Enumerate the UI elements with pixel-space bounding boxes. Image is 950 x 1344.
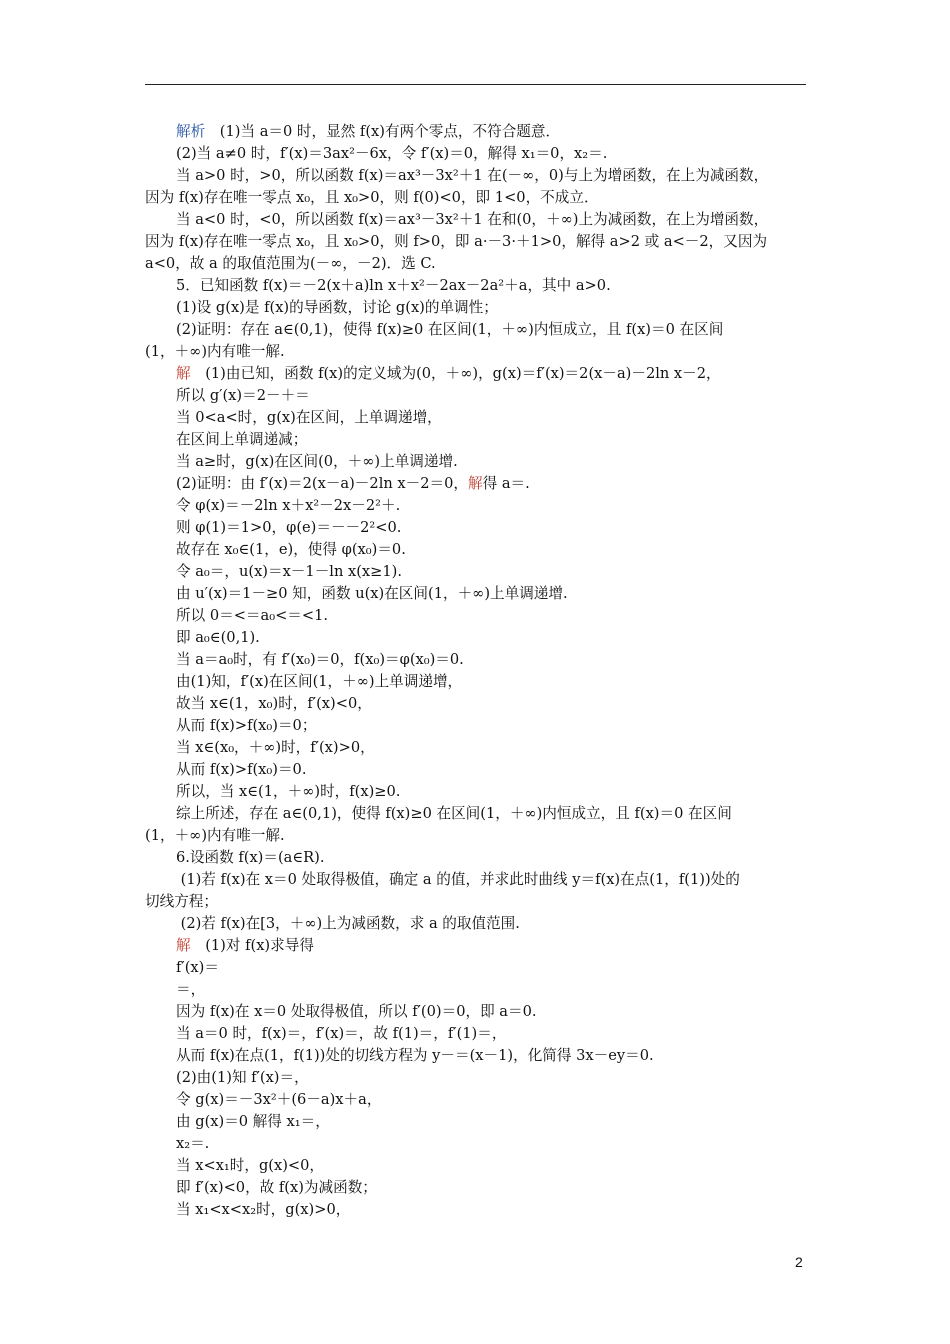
line-text: (2)证明：由 f′(x)＝2(x－a)－2ln x－2＝0， [176, 475, 468, 492]
line-text: (1)设 g(x)是 f(x)的导函数，讨论 g(x)的单调性； [176, 299, 498, 316]
text-line [145, 539, 809, 561]
text-line [145, 605, 809, 627]
text-line [145, 847, 809, 869]
text-line [145, 407, 809, 429]
line-text: 当 a>0 时，>0，所以函数 f(x)＝ax³－3x²＋1 在(－∞，0)与上为增函数，在上为减函数， [176, 167, 769, 184]
line-text: 所以，当 x∈(1，＋∞)时，f(x)≥0. [176, 783, 401, 800]
line-text: 即 a₀∈(0,1). [176, 629, 260, 646]
text-line [145, 737, 809, 759]
text-line [145, 187, 809, 209]
line-text: 故存在 x₀∈(1，e)，使得 φ(x₀)＝0. [176, 541, 406, 558]
line-text: 由(1)知，f′(x)在区间(1，＋∞)上单调递增， [176, 673, 463, 690]
text-line [145, 627, 809, 649]
text-line [145, 1089, 809, 1111]
text-line [145, 561, 809, 583]
line-text: 6.设函数 f(x)＝(a∈R). [176, 849, 325, 866]
header-rule [145, 84, 806, 85]
line-text: 令 φ(x)＝－2ln x＋x²－2x－2²＋. [176, 497, 401, 514]
line-text: 当 a＝a₀时，有 f′(x₀)＝0，f(x₀)＝φ(x₀)＝0. [176, 651, 464, 668]
line-text: 在区间上单调递减； [176, 431, 308, 448]
text-line [145, 1177, 809, 1199]
section-label: 解 [176, 365, 191, 382]
text-line [145, 979, 809, 1001]
line-text: x₂＝. [176, 1135, 210, 1152]
line-text: 当 x∈(x₀，＋∞)时，f′(x)>0， [176, 739, 375, 756]
text-line [145, 1155, 809, 1177]
line-text: 令 g(x)＝－3x²＋(6－a)x＋a， [176, 1091, 382, 1108]
line-text-tail: 得 a＝. [482, 475, 530, 492]
text-line [145, 803, 809, 825]
line-text: (2)证明：存在 a∈(0,1)，使得 f(x)≥0 在区间(1，＋∞)内恒成立，且 f(x)＝0 在区间 [176, 321, 724, 338]
section-label: 解析 [176, 123, 206, 140]
line-text: 所以 g′(x)＝2－＋＝ [176, 387, 310, 404]
line-text: (1，＋∞)内有唯一解. [145, 343, 285, 360]
line-text: 所以 0＝<＝a₀<＝<1. [176, 607, 329, 624]
line-text: (1，＋∞)内有唯一解. [145, 827, 285, 844]
text-line [145, 121, 809, 143]
text-line [145, 451, 809, 473]
text-line [145, 495, 809, 517]
line-text: a<0，故 a 的取值范围为(－∞，－2)．选 C. [145, 255, 436, 272]
text-line [145, 517, 809, 539]
text-line [145, 1067, 809, 1089]
text-line [145, 363, 809, 385]
page-number: 2 [795, 1254, 803, 1270]
line-text: 从而 f(x)在点(1，f(1))处的切线方程为 y－＝(x－1)，化简得 3x－ey＝0. [176, 1047, 654, 1064]
line-text: 因为 f(x)在 x＝0 处取得极值，所以 f′(0)＝0，即 a＝0. [176, 1003, 537, 1020]
text-line [145, 275, 809, 297]
text-line [145, 825, 809, 847]
line-text: (1)对 f(x)求导得 [190, 937, 314, 954]
line-text: f′(x)＝ [176, 959, 219, 976]
line-text: 当 x₁<x<x₂时，g(x)>0， [176, 1201, 351, 1218]
text-line [145, 869, 809, 891]
line-text: (2)由(1)知 f′(x)＝， [176, 1069, 309, 1086]
line-text: 因为 f(x)存在唯一零点 x₀，且 x₀>0，则 f>0，即 a·－3·＋1>0，解得 a>2 或 a<－2，又因为 [145, 233, 768, 250]
line-text: (1)若 f(x)在 x＝0 处取得极值，确定 a 的值，并求此时曲线 y＝f(x)在点(1，f(1))处的 [176, 871, 740, 888]
document-body [145, 121, 809, 1221]
text-line [145, 143, 809, 165]
line-text: 切线方程； [145, 893, 218, 910]
text-line [145, 165, 809, 187]
line-text: (1)由已知，函数 f(x)的定义域为(0，＋∞)，g(x)＝f′(x)＝2(x－a)－2ln x－2， [190, 365, 721, 382]
text-line [145, 1133, 809, 1155]
line-text: 由 g(x)＝0 解得 x₁＝， [176, 1113, 330, 1130]
line-text: 令 a₀＝，u(x)＝x－1－ln x(x≥1). [176, 563, 402, 580]
text-line [145, 913, 809, 935]
text-line [145, 209, 809, 231]
line-text: 当 x<x₁时，g(x)<0， [176, 1157, 325, 1174]
text-line [145, 693, 809, 715]
text-line [145, 473, 809, 495]
text-line [145, 649, 809, 671]
line-text: 因为 f(x)存在唯一零点 x₀，且 x₀>0，则 f(0)<0，即 1<0，不成立． [145, 189, 599, 206]
text-line [145, 341, 809, 363]
line-text: 则 φ(1)＝1>0，φ(e)＝－－2²<0. [176, 519, 402, 536]
text-line [145, 891, 809, 913]
text-line [145, 759, 809, 781]
line-text: (2)若 f(x)在[3，＋∞)上为减函数，求 a 的取值范围. [176, 915, 520, 932]
line-text: 综上所述，存在 a∈(0,1)，使得 f(x)≥0 在区间(1，＋∞)内恒成立，且 f(x)＝0 在区间 [176, 805, 732, 822]
inline-label: 解 [467, 475, 483, 492]
text-line [145, 429, 809, 451]
text-line [145, 1199, 809, 1221]
text-line [145, 1001, 809, 1023]
text-line [145, 319, 809, 341]
text-line [145, 715, 809, 737]
line-text: 由 u′(x)＝1－≥0 知，函数 u(x)在区间(1，＋∞)上单调递增. [176, 585, 568, 602]
text-line [145, 671, 809, 693]
line-text: 当 a<0 时，<0，所以函数 f(x)＝ax³－3x²＋1 在和(0，＋∞)上为减函数，在上为增函数， [176, 211, 769, 228]
text-line [145, 385, 809, 407]
line-text: ＝， [176, 981, 206, 998]
section-label: 解 [176, 937, 191, 954]
line-text: 5．已知函数 f(x)＝－2(x＋a)ln x＋x²－2ax－2a²＋a，其中 a>0. [176, 277, 611, 294]
line-text: 当 0<a<时，g(x)在区间，上单调递增， [176, 409, 442, 426]
text-line [145, 781, 809, 803]
text-line [145, 935, 809, 957]
text-line [145, 957, 809, 979]
text-line [145, 253, 809, 275]
text-line [145, 297, 809, 319]
line-text: 故当 x∈(1，x₀)时，f′(x)<0， [176, 695, 372, 712]
text-line [145, 583, 809, 605]
text-line [145, 1111, 809, 1133]
line-text: 从而 f(x)>f(x₀)＝0. [176, 761, 307, 778]
line-text: 从而 f(x)>f(x₀)＝0； [176, 717, 317, 734]
line-text: 即 f′(x)<0，故 f(x)为减函数； [176, 1179, 377, 1196]
text-line [145, 231, 809, 253]
line-text: (1)当 a＝0 时，显然 f(x)有两个零点，不符合题意． [205, 123, 561, 140]
line-text: (2)当 a≠0 时，f′(x)＝3ax²－6x，令 f′(x)＝0，解得 x₁＝0，x₂＝. [176, 145, 608, 162]
line-text: 当 a≥时，g(x)在区间(0，＋∞)上单调递增. [176, 453, 458, 470]
text-line [145, 1023, 809, 1045]
text-line [145, 1045, 809, 1067]
line-text: 当 a＝0 时，f(x)＝，f′(x)＝，故 f(1)＝，f′(1)＝， [176, 1025, 507, 1042]
